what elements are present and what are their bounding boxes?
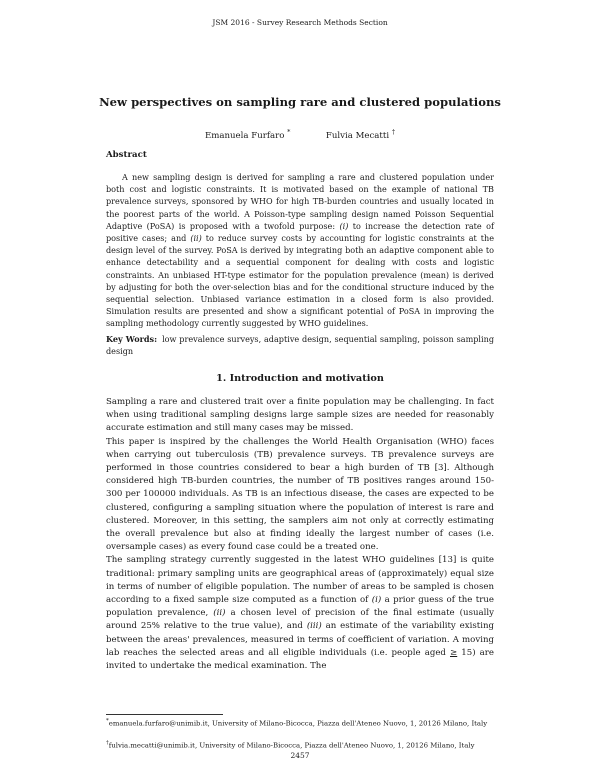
keywords-text: low prevalence surveys, adaptive design, sequential sampling, poisson sampling design [106,334,494,356]
running-header: JSM 2016 - Survey Research Methods Section [212,18,388,27]
abstract-text: A new sampling design is derived for sampling a rare and clustered population under both cost and logistic constraints. It is motivated based on the example of national TB prevalence surveys, sponsored by WHO for high TB-burden countries and usually located in the poorest parts of the world. A Poisson-type sampling design named Poisson Sequential Adaptive (PoSA) is proposed with a twofold purpose: (i) to increase the detection rate of positive cases; and (ii) to reduce survey costs by accounting for logistic constraints at the design level of the survey. PoSA is derived by integrating both an adaptive component able to enhance detectability and a sequential component for dealing with costs and logistic constraints. An unbiased HT-type estimator for the population prevalence (mean) is derived by adjusting for both the over-selection bias and for the conditional structure induced by the sequential selection. Unbiased variance estimation in a closed form is also provided. Simulation results are presented and show a significant potential of PoSA in improving the sampling methodology currently suggested by WHO guidelines. [106,172,495,329]
page-number: 2457 [290,751,310,760]
footnote-rule [106,714,223,715]
paragraph: The sampling strategy currently suggested in the latest WHO guidelines [13] is quite traditional: primary sampling units are geographical areas of (approximately) equal size in terms of number of eligible population. The number of areas to be sampled is chosen according to a fixed sample size computed as a function of (i) a prior guess of the true population prevalence, (ii) a chosen level of precision of the final estimate (usually around 25% relative to the true value), and (iii) an estimate of the variability existing between the areas' prevalences, measured in terms of coefficient of variation. A moving lab reaches the selected areas and all eligible individuals (i.e. people aged ≥ 15) are invited to undertake the medical examination. The [106,555,494,672]
keywords-label: Key Words: [106,334,158,344]
abstract-heading: Abstract [106,150,147,160]
paragraph: Sampling a rare and clustered trait over a finite population may be challenging. In fact when using traditional sampling designs large sample sizes are needed for reasonably accurate estimation and still many cases may be missed. [106,397,494,434]
paragraph: This paper is inspired by the challenges the World Health Organisation (WHO) faces when carrying out tuberculosis (TB) prevalence surveys. TB prevalence surveys are performed in those countries considered to bear a high burden of TB [3]. Although considered high TB-burden countries, the number of TB positives ranges around 150-300 per 100000 individuals. As TB is an infectious disease, the cases are expected to be clustered, configuring a sampling situation where the population of interest is rare and clustered. Moreover, in this setting, the samplers aim not only at correctly estimating the overall prevalence but also at finding ideally the largest number of cases (i.e. oversample cases) as every found case could be a treated one. [106,436,494,553]
footnote: †fulvia.mecatti@unimib.it, University of Milano-Bicocca, Piazza dell'Ateneo Nuovo, 1, 20126 Milano, Italy [106,740,475,750]
footnote: *emanuela.furfaro@unimib.it, University of Milano-Bicocca, Piazza dell'Ateneo Nuovo, 1, 20126 Milano, Italy [106,718,488,728]
footnote-mark: * [287,128,291,136]
section-heading: 1. Introduction and motivation [216,373,384,384]
keywords [106,334,494,358]
author-name: Emanuela Furfaro [204,130,285,141]
author-name: Fulvia Mecatti [325,130,390,141]
section-body [106,396,494,673]
footnote-mark: † [391,128,396,136]
author-list [0,128,600,141]
paper-title: New perspectives on sampling rare and clustered populations [99,95,501,109]
